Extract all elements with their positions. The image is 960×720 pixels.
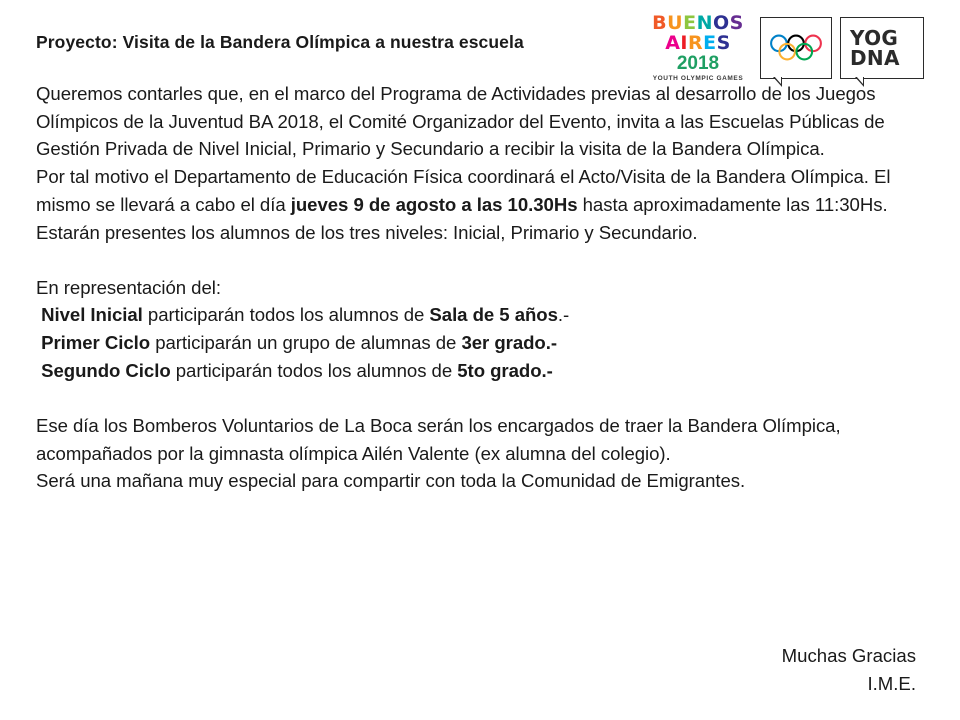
primer-ciclo-grade: 3er grado.- (461, 332, 557, 354)
olympic-rings-icon (760, 17, 832, 79)
yog-logo-line2: DNA (850, 46, 900, 71)
nivel-inicial-mid: participarán todos los alumnos de (142, 304, 430, 326)
yog-dna-logo (840, 17, 924, 79)
footer-thanks: Muchas Gracias (781, 645, 916, 667)
paragraph-intro-text: Queremos contarles que, en el marco del Programa de Actividades previas al desarrollo de los Juegos Olímpicos de la Juventud BA 2018, el Comité Organizador del Evento, invita a las Escuelas Públicas de Gestión Privada de Nivel Inicial, Primario y Secundario a recibir la visita de la Bandera Olímpica. (36, 82, 885, 160)
paragraph-bomberos (36, 412, 926, 468)
buenos-aires-2018-logo (644, 14, 752, 83)
ba-logo-line2: AIRES (665, 32, 731, 54)
ba-logo-subtitle: YOUTH OLYMPIC GAMES (652, 75, 744, 82)
page-title: Proyecto: Visita de la Bandera Olímpica a nuestra escuela (36, 32, 524, 52)
ba-logo-year: 2018 (676, 53, 720, 74)
paragraph-closing (36, 467, 926, 495)
ba-logo-line1: BUENOS (652, 12, 744, 34)
nivel-inicial-label: Nivel Inicial (41, 304, 143, 326)
list-item-nivel-inicial (36, 301, 926, 329)
paragraph-event-text-1: Por tal motivo el Departamento de Educación Física coordinará el Acto/Visita de la Bandera Olímpica. El mismo se llevará a cabo el día (36, 166, 891, 216)
document-footer (782, 642, 916, 698)
paragraph-bomberos-text: Ese día los Bomberos Voluntarios de La Boca serán los encargados de traer la Bandera Olímpica, acompañados por la gimnasta olímpica Ailén Valente (ex alumna del colegio). (36, 414, 841, 464)
segundo-ciclo-mid: participarán todos los alumnos de (170, 360, 458, 382)
logo-block (644, 14, 924, 83)
primer-ciclo-mid: participarán un grupo de alumnas de (150, 332, 462, 354)
paragraph-intro (36, 80, 926, 163)
list-item-segundo-ciclo (36, 357, 926, 385)
yog-logo-line1: YOG (850, 25, 899, 50)
segundo-ciclo-grade: 5to grado.- (457, 360, 553, 382)
spacer-1 (36, 247, 926, 274)
nivel-inicial-grade: Sala de 5 años (429, 304, 558, 326)
representation-heading-text: En representación del: (36, 276, 221, 298)
document-body (36, 80, 926, 495)
footer-signature: I.M.E. (867, 673, 916, 695)
list-item-primer-ciclo (36, 329, 926, 357)
event-date-highlight: jueves 9 de agosto a las 10.30Hs (290, 194, 578, 216)
paragraph-closing-text: Será una mañana muy especial para compartir con toda la Comunidad de Emigrantes. (36, 470, 746, 492)
spacer-2 (36, 385, 926, 412)
paragraph-event-text-2: hasta aproximadamente las 11:30Hs. Estarán presentes los alumnos de los tres niveles: Inicial, Primario y Secundario. (36, 194, 888, 243)
nivel-inicial-end: .- (557, 304, 570, 326)
paragraph-representation-heading (36, 274, 926, 302)
segundo-ciclo-label: Segundo Ciclo (41, 360, 171, 382)
primer-ciclo-label: Primer Ciclo (41, 332, 151, 354)
paragraph-event-details (36, 163, 926, 246)
